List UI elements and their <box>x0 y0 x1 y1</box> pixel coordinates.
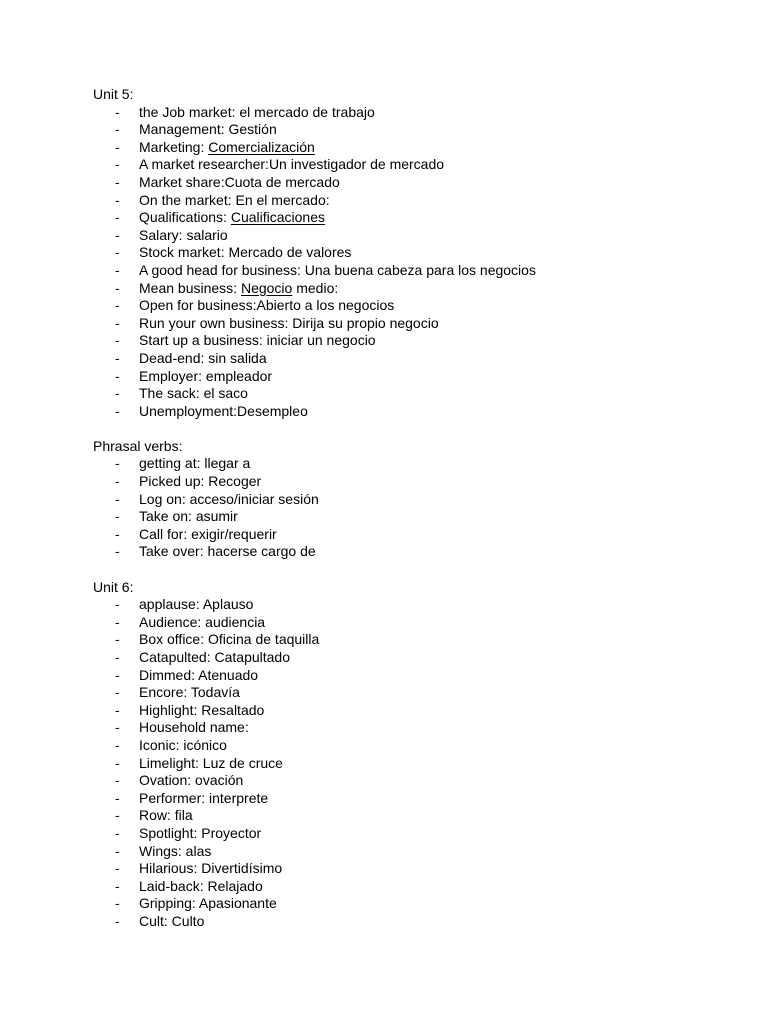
vocab-item <box>93 332 733 350</box>
list-dash: - <box>115 332 120 349</box>
underlined-term: Negocio <box>240 279 293 296</box>
vocab-entry <box>139 667 258 685</box>
vocab-entry <box>139 737 227 755</box>
entry-text: Unemployment:Desempleo <box>139 402 308 419</box>
vocab-item <box>93 491 733 509</box>
vocab-entry <box>139 878 263 896</box>
list-dash: - <box>115 912 120 929</box>
list-dash: - <box>115 877 120 894</box>
vocab-item <box>93 702 733 720</box>
entry-text: Dead-end: sin salida <box>139 349 267 366</box>
entry-text: Run your own business: Dirija su propio negocio <box>139 314 439 331</box>
entry-text: Wings: alas <box>139 842 212 859</box>
entry-text: Employer: empleador <box>139 367 273 384</box>
vocab-item <box>93 121 733 139</box>
entry-text: Call for: exigir/requerir <box>139 525 277 542</box>
vocab-item <box>93 209 733 227</box>
vocab-item <box>93 403 733 421</box>
list-dash: - <box>115 138 120 155</box>
entry-text: Ovation: ovación <box>139 772 244 789</box>
vocab-entry <box>139 543 316 561</box>
entry-text: A market researcher:Un investigador de mercado <box>139 156 445 173</box>
vocab-item <box>93 755 733 773</box>
entry-text: Encore: Todavía <box>139 684 240 701</box>
entry-text: Dimmed: Atenuado <box>139 666 259 683</box>
list-dash: - <box>115 789 120 806</box>
vocab-entry <box>139 772 243 790</box>
vocab-entry <box>139 473 261 491</box>
entry-text: Take on: asumir <box>139 508 238 525</box>
vocab-entry <box>139 104 375 122</box>
vocab-item <box>93 350 733 368</box>
entry-text: Spotlight: Proyector <box>139 824 262 841</box>
list-dash: - <box>115 719 120 736</box>
entry-text: Stock market: Mercado de valores <box>139 244 352 261</box>
entry-text: Row: fila <box>139 807 193 824</box>
vocab-entry <box>139 825 261 843</box>
vocab-item <box>93 368 733 386</box>
vocab-entry <box>139 315 439 333</box>
vocab-item <box>93 913 733 931</box>
entry-text: Salary: salario <box>139 226 228 243</box>
list-dash: - <box>115 209 120 226</box>
vocab-entry <box>139 121 277 139</box>
vocab-entry <box>139 139 315 157</box>
list-dash: - <box>115 508 120 525</box>
list-dash: - <box>115 385 120 402</box>
vocab-entry <box>139 649 290 667</box>
list-dash: - <box>115 314 120 331</box>
vocab-item <box>93 297 733 315</box>
list-dash: - <box>115 473 120 490</box>
entry-text: Gripping: Apasionante <box>139 895 277 912</box>
section-spacer <box>93 420 733 438</box>
list-dash: - <box>115 895 120 912</box>
vocab-item <box>93 455 733 473</box>
entry-text: Limelight: Luz de cruce <box>139 754 283 771</box>
list-dash: - <box>115 156 120 173</box>
vocab-item <box>93 860 733 878</box>
list-dash: - <box>115 736 120 753</box>
vocab-item <box>93 614 733 632</box>
vocab-list <box>93 596 733 930</box>
section-heading: Unit 6: <box>93 578 134 595</box>
vocab-list <box>93 455 733 561</box>
entry-text: Log on: acceso/iniciar sesión <box>139 490 319 507</box>
vocab-entry <box>139 913 204 931</box>
vocab-entry <box>139 702 264 720</box>
vocab-entry <box>139 719 249 737</box>
vocab-item <box>93 667 733 685</box>
entry-text: Market share:Cuota de mercado <box>139 173 340 190</box>
list-dash: - <box>115 842 120 859</box>
vocab-item <box>93 262 733 280</box>
document-body <box>93 86 733 931</box>
vocab-entry <box>139 508 238 526</box>
list-dash: - <box>115 613 120 630</box>
vocab-entry <box>139 526 277 544</box>
vocab-item <box>93 596 733 614</box>
list-dash: - <box>115 261 120 278</box>
vocab-item <box>93 895 733 913</box>
entry-text: Highlight: Resaltado <box>139 701 265 718</box>
vocab-item <box>93 156 733 174</box>
vocab-item <box>93 825 733 843</box>
vocab-entry <box>139 860 282 878</box>
vocab-item <box>93 139 733 157</box>
vocab-item <box>93 543 733 561</box>
list-dash: - <box>115 279 120 296</box>
list-dash: - <box>115 824 120 841</box>
vocab-entry <box>139 491 319 509</box>
vocab-list <box>93 104 733 421</box>
vocab-item <box>93 526 733 544</box>
vocab-entry <box>139 297 394 315</box>
list-dash: - <box>115 490 120 507</box>
entry-text: Picked up: Recoger <box>139 473 262 490</box>
vocab-item <box>93 790 733 808</box>
underlined-term: Cualificaciones <box>230 209 325 226</box>
vocab-item <box>93 719 733 737</box>
vocab-entry <box>139 209 325 227</box>
entry-text: getting at: llegar a <box>139 455 251 472</box>
list-dash: - <box>115 754 120 771</box>
vocab-entry <box>139 280 338 298</box>
vocab-entry <box>139 895 277 913</box>
vocab-item <box>93 385 733 403</box>
vocab-item <box>93 807 733 825</box>
entry-text: Catapulted: Catapultado <box>139 649 290 665</box>
entry-text: Open for business:Abierto a los negocios <box>139 297 395 314</box>
entry-text: On the market: En el mercado: <box>139 191 330 208</box>
section-heading: Phrasal verbs: <box>93 437 183 454</box>
vocab-item <box>93 174 733 192</box>
vocab-item <box>93 192 733 210</box>
entry-text: Take over: hacerse cargo de <box>139 543 316 560</box>
entry-text: Mean business: <box>139 279 241 296</box>
entry-text: Marketing: <box>139 138 209 155</box>
entry-text: Start up a business: iniciar un negocio <box>139 332 376 349</box>
underlined-term: Comercialización <box>208 138 315 155</box>
vocab-entry <box>139 614 265 632</box>
list-dash: - <box>115 103 120 120</box>
vocab-entry <box>139 684 240 702</box>
vocab-entry <box>139 332 376 350</box>
list-dash: - <box>115 226 120 243</box>
vocab-entry <box>139 385 248 403</box>
vocab-item <box>93 227 733 245</box>
vocab-section <box>93 579 733 931</box>
vocab-entry <box>139 631 319 649</box>
vocab-item <box>93 508 733 526</box>
vocab-section <box>93 438 733 561</box>
vocab-item <box>93 737 733 755</box>
list-dash: - <box>115 701 120 718</box>
list-dash: - <box>115 402 120 419</box>
vocab-item <box>93 473 733 491</box>
vocab-entry <box>139 843 211 861</box>
list-dash: - <box>115 367 120 384</box>
vocab-item <box>93 631 733 649</box>
list-dash: - <box>115 649 120 665</box>
vocab-item <box>93 843 733 861</box>
entry-text: Qualifications: <box>139 209 231 226</box>
entry-text: The sack: el saco <box>139 385 248 402</box>
vocab-item <box>93 649 733 667</box>
entry-text: Iconic: icónico <box>139 736 227 753</box>
list-dash: - <box>115 543 120 560</box>
list-dash: - <box>115 455 120 472</box>
vocab-entry <box>139 403 308 421</box>
vocab-entry <box>139 790 268 808</box>
vocab-entry <box>139 227 228 245</box>
list-dash: - <box>115 173 120 190</box>
entry-text: Audience: audiencia <box>139 613 266 630</box>
section-spacer <box>93 561 733 579</box>
entry-text: the Job market: el mercado de trabajo <box>139 103 375 120</box>
entry-text: Household name: <box>139 719 249 736</box>
list-dash: - <box>115 191 120 208</box>
vocab-entry <box>139 596 253 614</box>
vocab-section <box>93 86 733 420</box>
vocab-entry <box>139 455 250 473</box>
vocab-entry <box>139 244 351 262</box>
vocab-item <box>93 104 733 122</box>
vocab-entry <box>139 350 267 368</box>
vocab-item <box>93 244 733 262</box>
vocab-entry <box>139 156 444 174</box>
entry-text: applause: Aplauso <box>139 596 254 613</box>
entry-text: Performer: interprete <box>139 789 269 806</box>
list-dash: - <box>115 244 120 261</box>
vocab-item <box>93 315 733 333</box>
vocab-entry <box>139 755 283 773</box>
list-dash: - <box>115 666 120 683</box>
list-dash: - <box>115 596 120 613</box>
list-dash: - <box>115 860 120 877</box>
entry-text: medio: <box>292 279 339 296</box>
vocab-entry <box>139 807 193 825</box>
vocab-item <box>93 280 733 298</box>
vocab-item <box>93 684 733 702</box>
vocab-entry <box>139 192 330 210</box>
list-dash: - <box>115 684 120 701</box>
vocab-item <box>93 772 733 790</box>
entry-text: Box office: Oficina de taquilla <box>139 631 320 648</box>
list-dash: - <box>115 297 120 314</box>
list-dash: - <box>115 772 120 789</box>
list-dash: - <box>115 121 120 138</box>
vocab-entry <box>139 368 272 386</box>
vocab-entry <box>139 174 340 192</box>
entry-text: A good head for business: Una buena cabeza para los negocios <box>139 261 536 278</box>
entry-text: Hilarious: Divertidísimo <box>139 860 283 877</box>
list-dash: - <box>115 525 120 542</box>
list-dash: - <box>115 349 120 366</box>
list-dash: - <box>115 807 120 824</box>
entry-text: Cult: Culto <box>139 912 205 929</box>
list-dash: - <box>115 631 120 648</box>
section-heading: Unit 5: <box>93 86 134 102</box>
vocab-entry <box>139 262 536 280</box>
entry-text: Management: Gestión <box>139 121 277 138</box>
entry-text: Laid-back: Relajado <box>139 877 263 894</box>
vocab-item <box>93 878 733 896</box>
